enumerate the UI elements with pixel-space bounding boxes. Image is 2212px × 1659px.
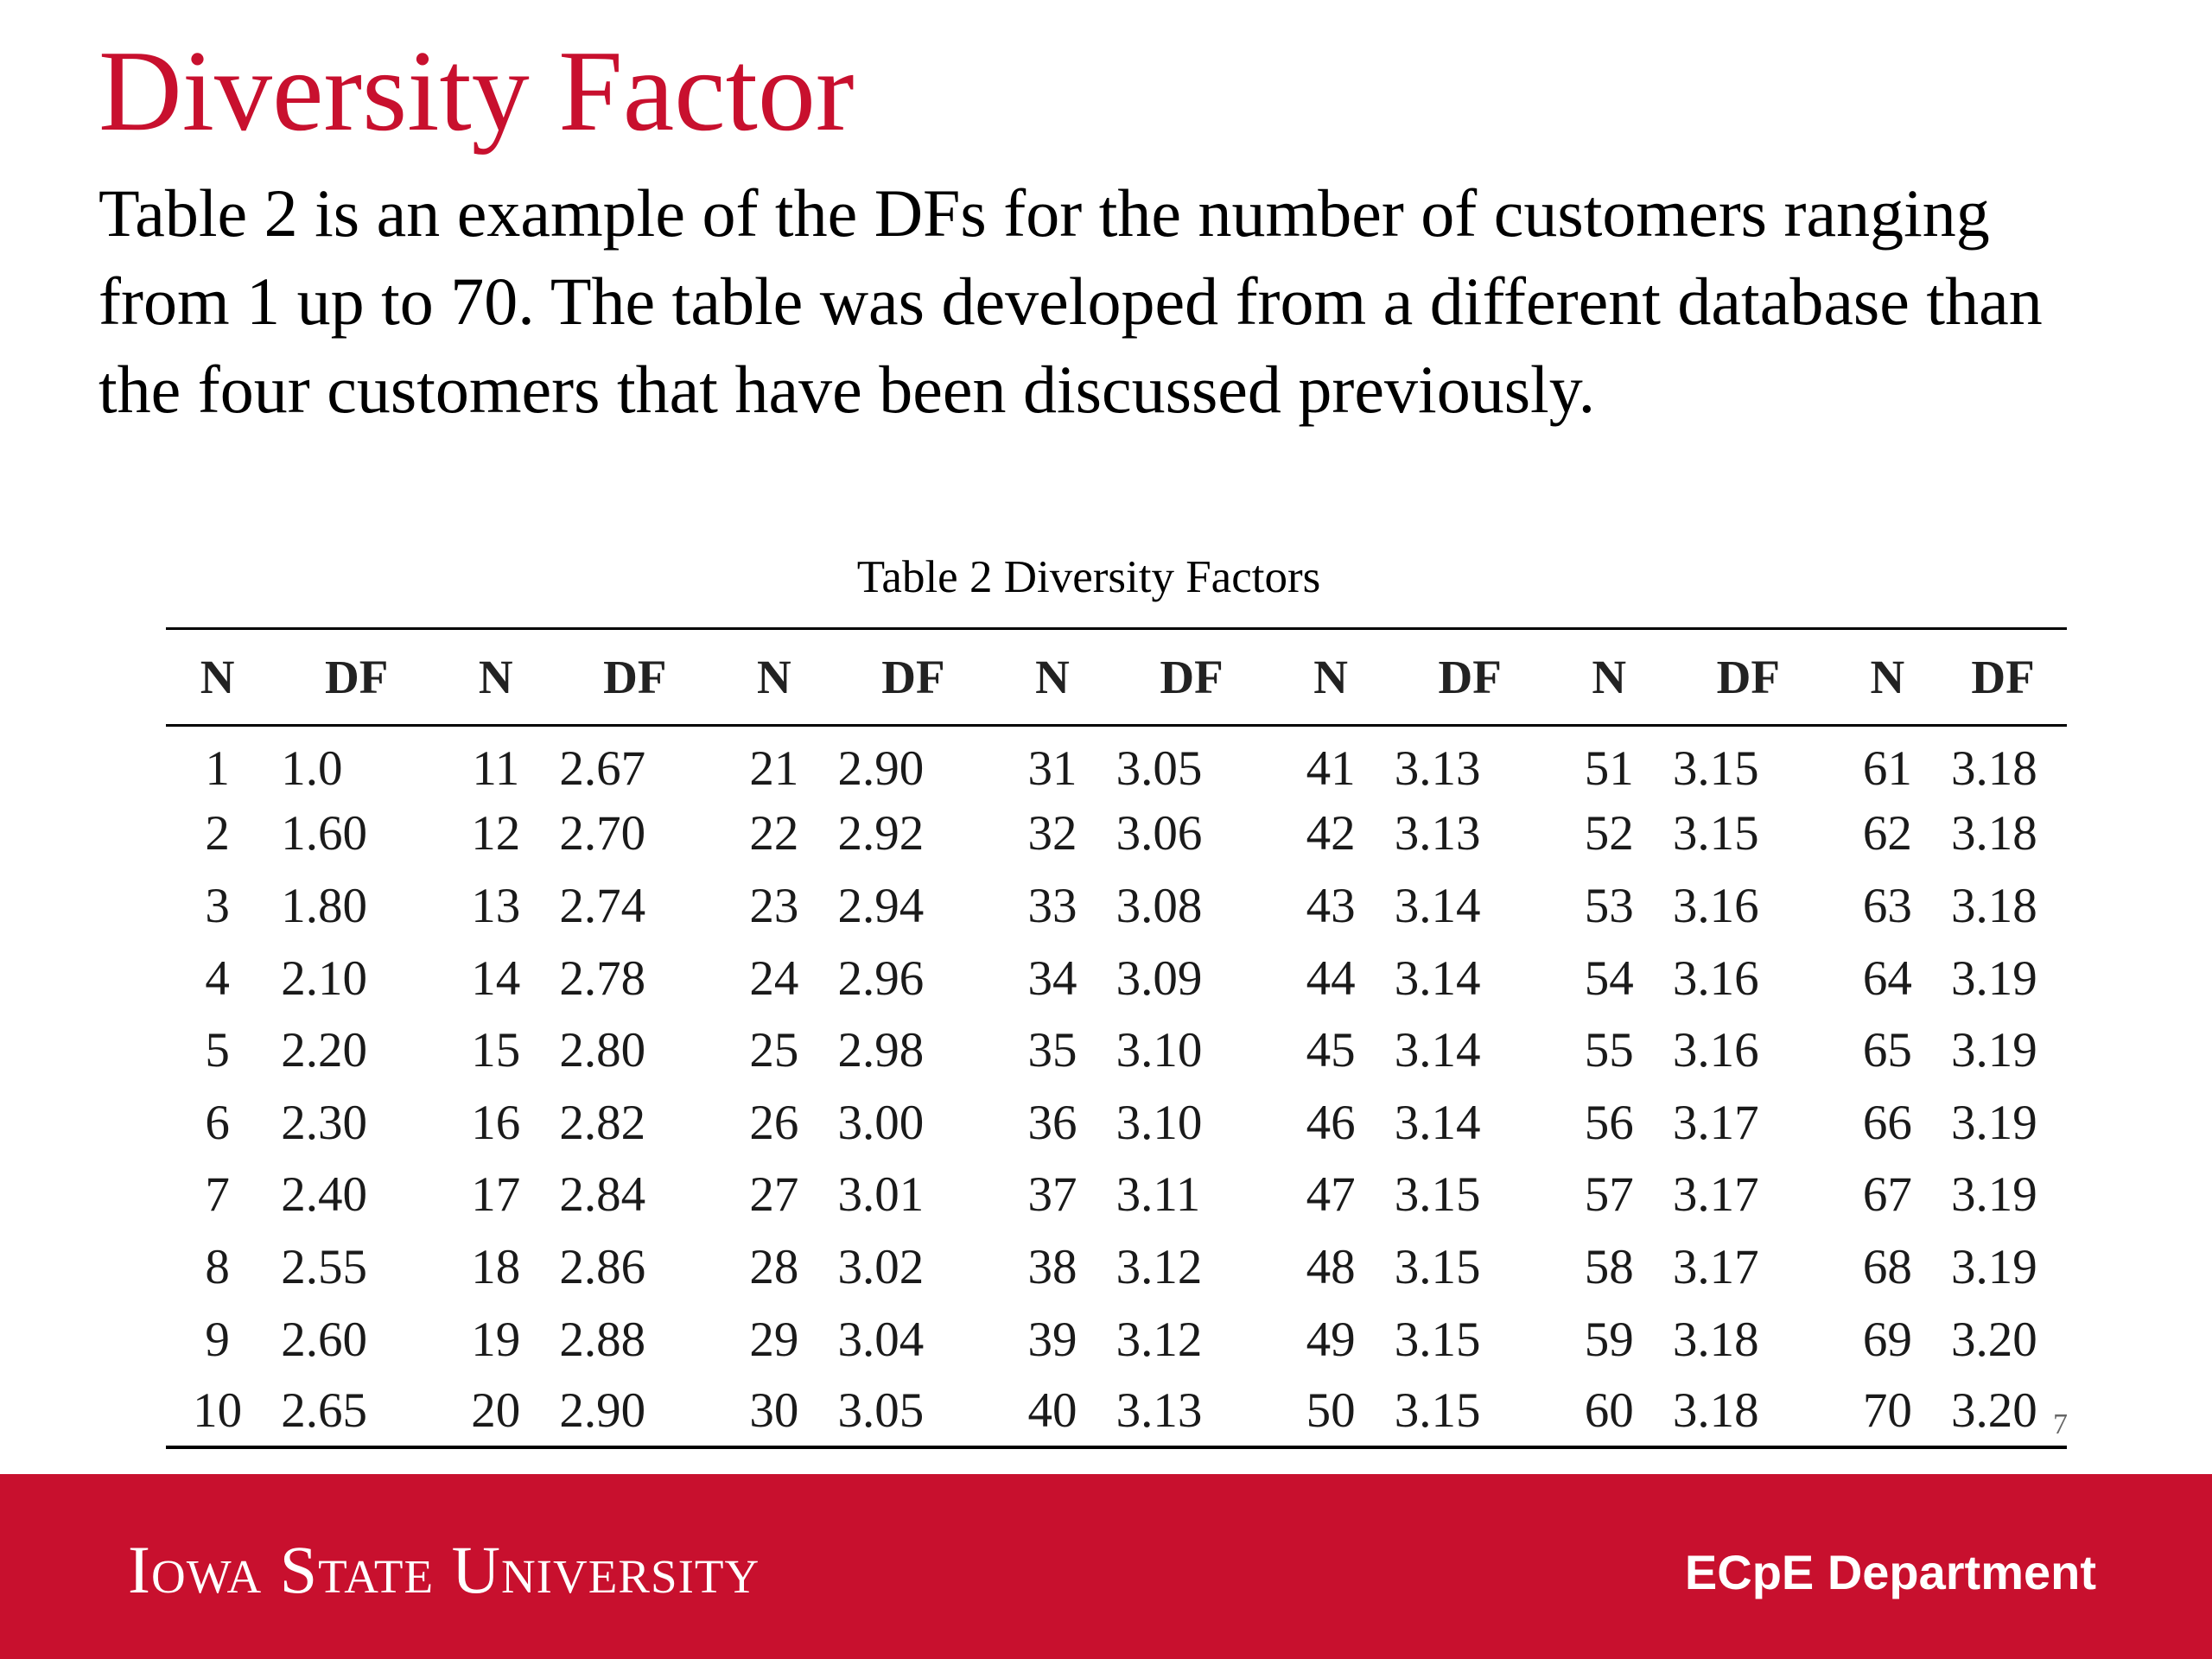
table-cell-df: 3.15 <box>1382 1376 1558 1448</box>
table-cell-df: 3.02 <box>837 1239 925 1294</box>
table-cell-df: 3.15 <box>1672 806 1759 861</box>
table-cell-df: 3.19 <box>1951 1167 2037 1223</box>
table-cell-df: 2.70 <box>559 806 646 861</box>
table-cell-n: 24 <box>749 950 799 1006</box>
table-cell-n: 39 <box>1027 1312 1077 1367</box>
table-cell-df: 2.55 <box>281 1239 368 1294</box>
table-cell-n: 27 <box>749 1167 799 1223</box>
table-cell-n: 22 <box>749 806 799 861</box>
table-row <box>166 798 2067 870</box>
table-row <box>166 1086 2067 1159</box>
table-cell-df: 3.14 <box>1394 1023 1481 1078</box>
table-cell-df: 2.94 <box>837 878 925 933</box>
table-cell-n: 16 <box>471 1095 521 1150</box>
table-cell-n: 47 <box>1306 1167 1356 1223</box>
table-cell-df: 2.74 <box>559 878 646 933</box>
table-cell-n: 26 <box>749 1095 799 1150</box>
table-cell-n: 37 <box>1027 1167 1077 1223</box>
table-cell-df: 2.88 <box>559 1312 646 1367</box>
table-cell-n: 17 <box>471 1167 521 1223</box>
table-cell-df: 3.15 <box>1394 1167 1481 1223</box>
table-cell-n: 53 <box>1584 878 1634 933</box>
table-cell-n: 43 <box>1306 878 1356 933</box>
table-cell-n: 15 <box>471 1023 521 1078</box>
table-cell-n: 62 <box>1862 806 1912 861</box>
table-cell-df: 2.90 <box>547 1376 722 1448</box>
table-cell-df: 3.18 <box>1951 878 2037 933</box>
table-cell-df: 3.13 <box>1394 741 1481 796</box>
table-row <box>166 870 2067 943</box>
table-cell-n: 14 <box>471 950 521 1006</box>
table-cell-df: 3.16 <box>1672 1023 1759 1078</box>
table-cell-n: 63 <box>1862 878 1912 933</box>
table-cell-n: 41 <box>1306 741 1356 796</box>
table-cell-n: 29 <box>749 1312 799 1367</box>
table-cell-n: 45 <box>1306 1023 1356 1078</box>
table-cell-n: 20 <box>444 1376 547 1448</box>
table-cell-n: 59 <box>1584 1312 1634 1367</box>
table-cell-df: 3.06 <box>1116 806 1203 861</box>
table-header-n: N <box>444 629 547 726</box>
table-cell-n: 57 <box>1584 1167 1634 1223</box>
table-header-df: DF <box>1661 629 1836 726</box>
table-cell-n: 49 <box>1306 1312 1356 1367</box>
table-cell-df: 2.78 <box>559 950 646 1006</box>
table-cell-df: 3.20 <box>1939 1376 2067 1448</box>
table-header-n: N <box>1280 629 1382 726</box>
table-caption: Table 2 Diversity Factors <box>856 552 1321 602</box>
table-row <box>166 1376 2067 1448</box>
table-cell-n: 54 <box>1584 950 1634 1006</box>
table-row <box>166 1159 2067 1231</box>
table-cell-n: 25 <box>749 1023 799 1078</box>
table-cell-df: 2.92 <box>837 806 925 861</box>
table-cell-df: 3.20 <box>1951 1312 2037 1367</box>
table-cell-df: 3.13 <box>1104 1376 1280 1448</box>
table-cell-df: 3.15 <box>1672 741 1759 796</box>
table-cell-n: 4 <box>205 950 230 1006</box>
table-cell-df: 3.18 <box>1661 1376 1836 1448</box>
table-cell-n: 32 <box>1027 806 1077 861</box>
table-cell-n: 19 <box>471 1312 521 1367</box>
table-cell-n: 18 <box>471 1239 521 1294</box>
table-cell-df: 3.16 <box>1672 950 1759 1006</box>
table-cell-n: 36 <box>1027 1095 1077 1150</box>
table-cell-df: 3.18 <box>1672 1312 1759 1367</box>
table-cell-n: 7 <box>205 1167 230 1223</box>
table-cell-df: 2.40 <box>281 1167 368 1223</box>
table-cell-n: 40 <box>1001 1376 1103 1448</box>
table-cell-df: 2.20 <box>281 1023 368 1078</box>
table-cell-df: 3.15 <box>1394 1239 1481 1294</box>
table-cell-n: 69 <box>1862 1312 1912 1367</box>
table-cell-df: 3.19 <box>1951 1023 2037 1078</box>
table-cell-df: 3.19 <box>1951 1239 2037 1294</box>
table-cell-n: 66 <box>1862 1095 1912 1150</box>
table-cell-df: 3.19 <box>1951 950 2037 1006</box>
table-cell-df: 1.60 <box>281 806 368 861</box>
table-cell-n: 8 <box>205 1239 230 1294</box>
table-cell-n: 70 <box>1836 1376 1939 1448</box>
table-cell-n: 2 <box>205 806 230 861</box>
table-cell-df: 2.90 <box>837 741 925 796</box>
table-cell-n: 38 <box>1027 1239 1077 1294</box>
table-cell-n: 12 <box>471 806 521 861</box>
table-cell-df: 1.80 <box>281 878 368 933</box>
table-cell-n: 52 <box>1584 806 1634 861</box>
table-cell-df: 3.14 <box>1394 878 1481 933</box>
diversity-factor-table <box>166 627 2067 1449</box>
slide-title: Diversity Factor <box>99 27 855 155</box>
table-cell-df: 3.18 <box>1951 806 2037 861</box>
table-cell-n: 11 <box>472 741 520 796</box>
table-cell-df: 3.08 <box>1116 878 1203 933</box>
table-cell-df: 3.14 <box>1394 1095 1481 1150</box>
table-cell-n: 1 <box>205 741 230 796</box>
table-header-df: DF <box>1939 629 2067 726</box>
table-cell-n: 60 <box>1558 1376 1661 1448</box>
table-cell-df: 3.15 <box>1394 1312 1481 1367</box>
table-cell-df: 3.18 <box>1951 741 2037 796</box>
table-header-n: N <box>1558 629 1661 726</box>
table-cell-df: 3.04 <box>837 1312 925 1367</box>
table-cell-df: 3.05 <box>826 1376 1001 1448</box>
table-cell-df: 2.30 <box>281 1095 368 1150</box>
footer-bar <box>0 1474 2212 1659</box>
table-cell-n: 46 <box>1306 1095 1356 1150</box>
table-cell-df: 3.12 <box>1116 1312 1203 1367</box>
table-header-df: DF <box>1104 629 1280 726</box>
table-header-n: N <box>722 629 825 726</box>
table-cell-n: 23 <box>749 878 799 933</box>
table-cell-df: 3.13 <box>1394 806 1481 861</box>
table-cell-df: 3.10 <box>1116 1095 1203 1150</box>
table-cell-df: 2.86 <box>559 1239 646 1294</box>
table-cell-df: 2.80 <box>559 1023 646 1078</box>
table-header-n: N <box>166 629 269 726</box>
table-row <box>166 726 2067 798</box>
table-cell-df: 2.65 <box>269 1376 444 1448</box>
table-cell-df: 3.16 <box>1672 878 1759 933</box>
table-cell-n: 56 <box>1584 1095 1634 1150</box>
table-cell-df: 3.09 <box>1116 950 1203 1006</box>
table-cell-n: 65 <box>1862 1023 1912 1078</box>
table-cell-n: 6 <box>205 1095 230 1150</box>
department-label: ECpE Department <box>1684 1545 2096 1599</box>
table-cell-n: 48 <box>1306 1239 1356 1294</box>
table-cell-n: 67 <box>1862 1167 1912 1223</box>
table-cell-df: 2.98 <box>837 1023 925 1078</box>
table-cell-n: 9 <box>205 1312 230 1367</box>
table-row <box>166 1303 2067 1376</box>
table-cell-df: 3.19 <box>1951 1095 2037 1150</box>
table-row <box>166 1014 2067 1087</box>
table-cell-n: 55 <box>1584 1023 1634 1078</box>
table-header-df: DF <box>547 629 722 726</box>
table-cell-n: 34 <box>1027 950 1077 1006</box>
university-logo: Iowa State University <box>128 1532 760 1607</box>
table-cell-df: 2.67 <box>559 741 646 796</box>
table-cell-n: 58 <box>1584 1239 1634 1294</box>
table-cell-n: 50 <box>1280 1376 1382 1448</box>
table-cell-n: 31 <box>1027 741 1077 796</box>
table-cell-df: 3.05 <box>1116 741 1203 796</box>
table-cell-df: 3.12 <box>1116 1239 1203 1294</box>
table-cell-df: 3.10 <box>1116 1023 1203 1078</box>
table-cell-n: 42 <box>1306 806 1356 861</box>
table-cell-n: 3 <box>205 878 230 933</box>
table-cell-n: 44 <box>1306 950 1356 1006</box>
table-cell-df: 3.01 <box>837 1167 925 1223</box>
table-body <box>166 726 2067 1448</box>
table-cell-df: 3.14 <box>1394 950 1481 1006</box>
table-cell-n: 51 <box>1584 741 1634 796</box>
table-cell-n: 33 <box>1027 878 1077 933</box>
table-cell-df: 2.82 <box>559 1095 646 1150</box>
table-cell-n: 61 <box>1862 741 1912 796</box>
table-cell-n: 10 <box>166 1376 269 1448</box>
table-cell-n: 5 <box>205 1023 230 1078</box>
table-cell-n: 35 <box>1027 1023 1077 1078</box>
table-row <box>166 1231 2067 1304</box>
table-header-df: DF <box>269 629 444 726</box>
table-header-row <box>166 629 2067 726</box>
page-number: 7 <box>2053 1408 2068 1440</box>
table-header-n: N <box>1836 629 1939 726</box>
table-cell-df: 2.10 <box>281 950 368 1006</box>
table-cell-df: 3.11 <box>1116 1167 1201 1223</box>
table-row <box>166 942 2067 1014</box>
table-cell-df: 3.00 <box>837 1095 925 1150</box>
table-header-n: N <box>1001 629 1103 726</box>
table-cell-n: 68 <box>1862 1239 1912 1294</box>
table-cell-df: 2.96 <box>837 950 925 1006</box>
table-header-df: DF <box>1382 629 1558 726</box>
slide-body-text: Table 2 is an example of the DFs for the number of customers ranging from 1 up to 70. The table was developed from a different database than the four customers that have been discussed previously. <box>99 175 2043 427</box>
table-cell-df: 2.60 <box>281 1312 368 1367</box>
table-cell-df: 3.17 <box>1672 1167 1759 1223</box>
table-cell-n: 21 <box>749 741 799 796</box>
table-cell-df: 3.17 <box>1672 1095 1759 1150</box>
table-cell-n: 30 <box>722 1376 825 1448</box>
table-cell-n: 64 <box>1862 950 1912 1006</box>
table-cell-df: 2.84 <box>559 1167 646 1223</box>
table-header-df: DF <box>826 629 1001 726</box>
table-cell-df: 3.17 <box>1672 1239 1759 1294</box>
table-cell-df: 1.0 <box>281 741 343 796</box>
table-cell-n: 28 <box>749 1239 799 1294</box>
table-cell-n: 13 <box>471 878 521 933</box>
